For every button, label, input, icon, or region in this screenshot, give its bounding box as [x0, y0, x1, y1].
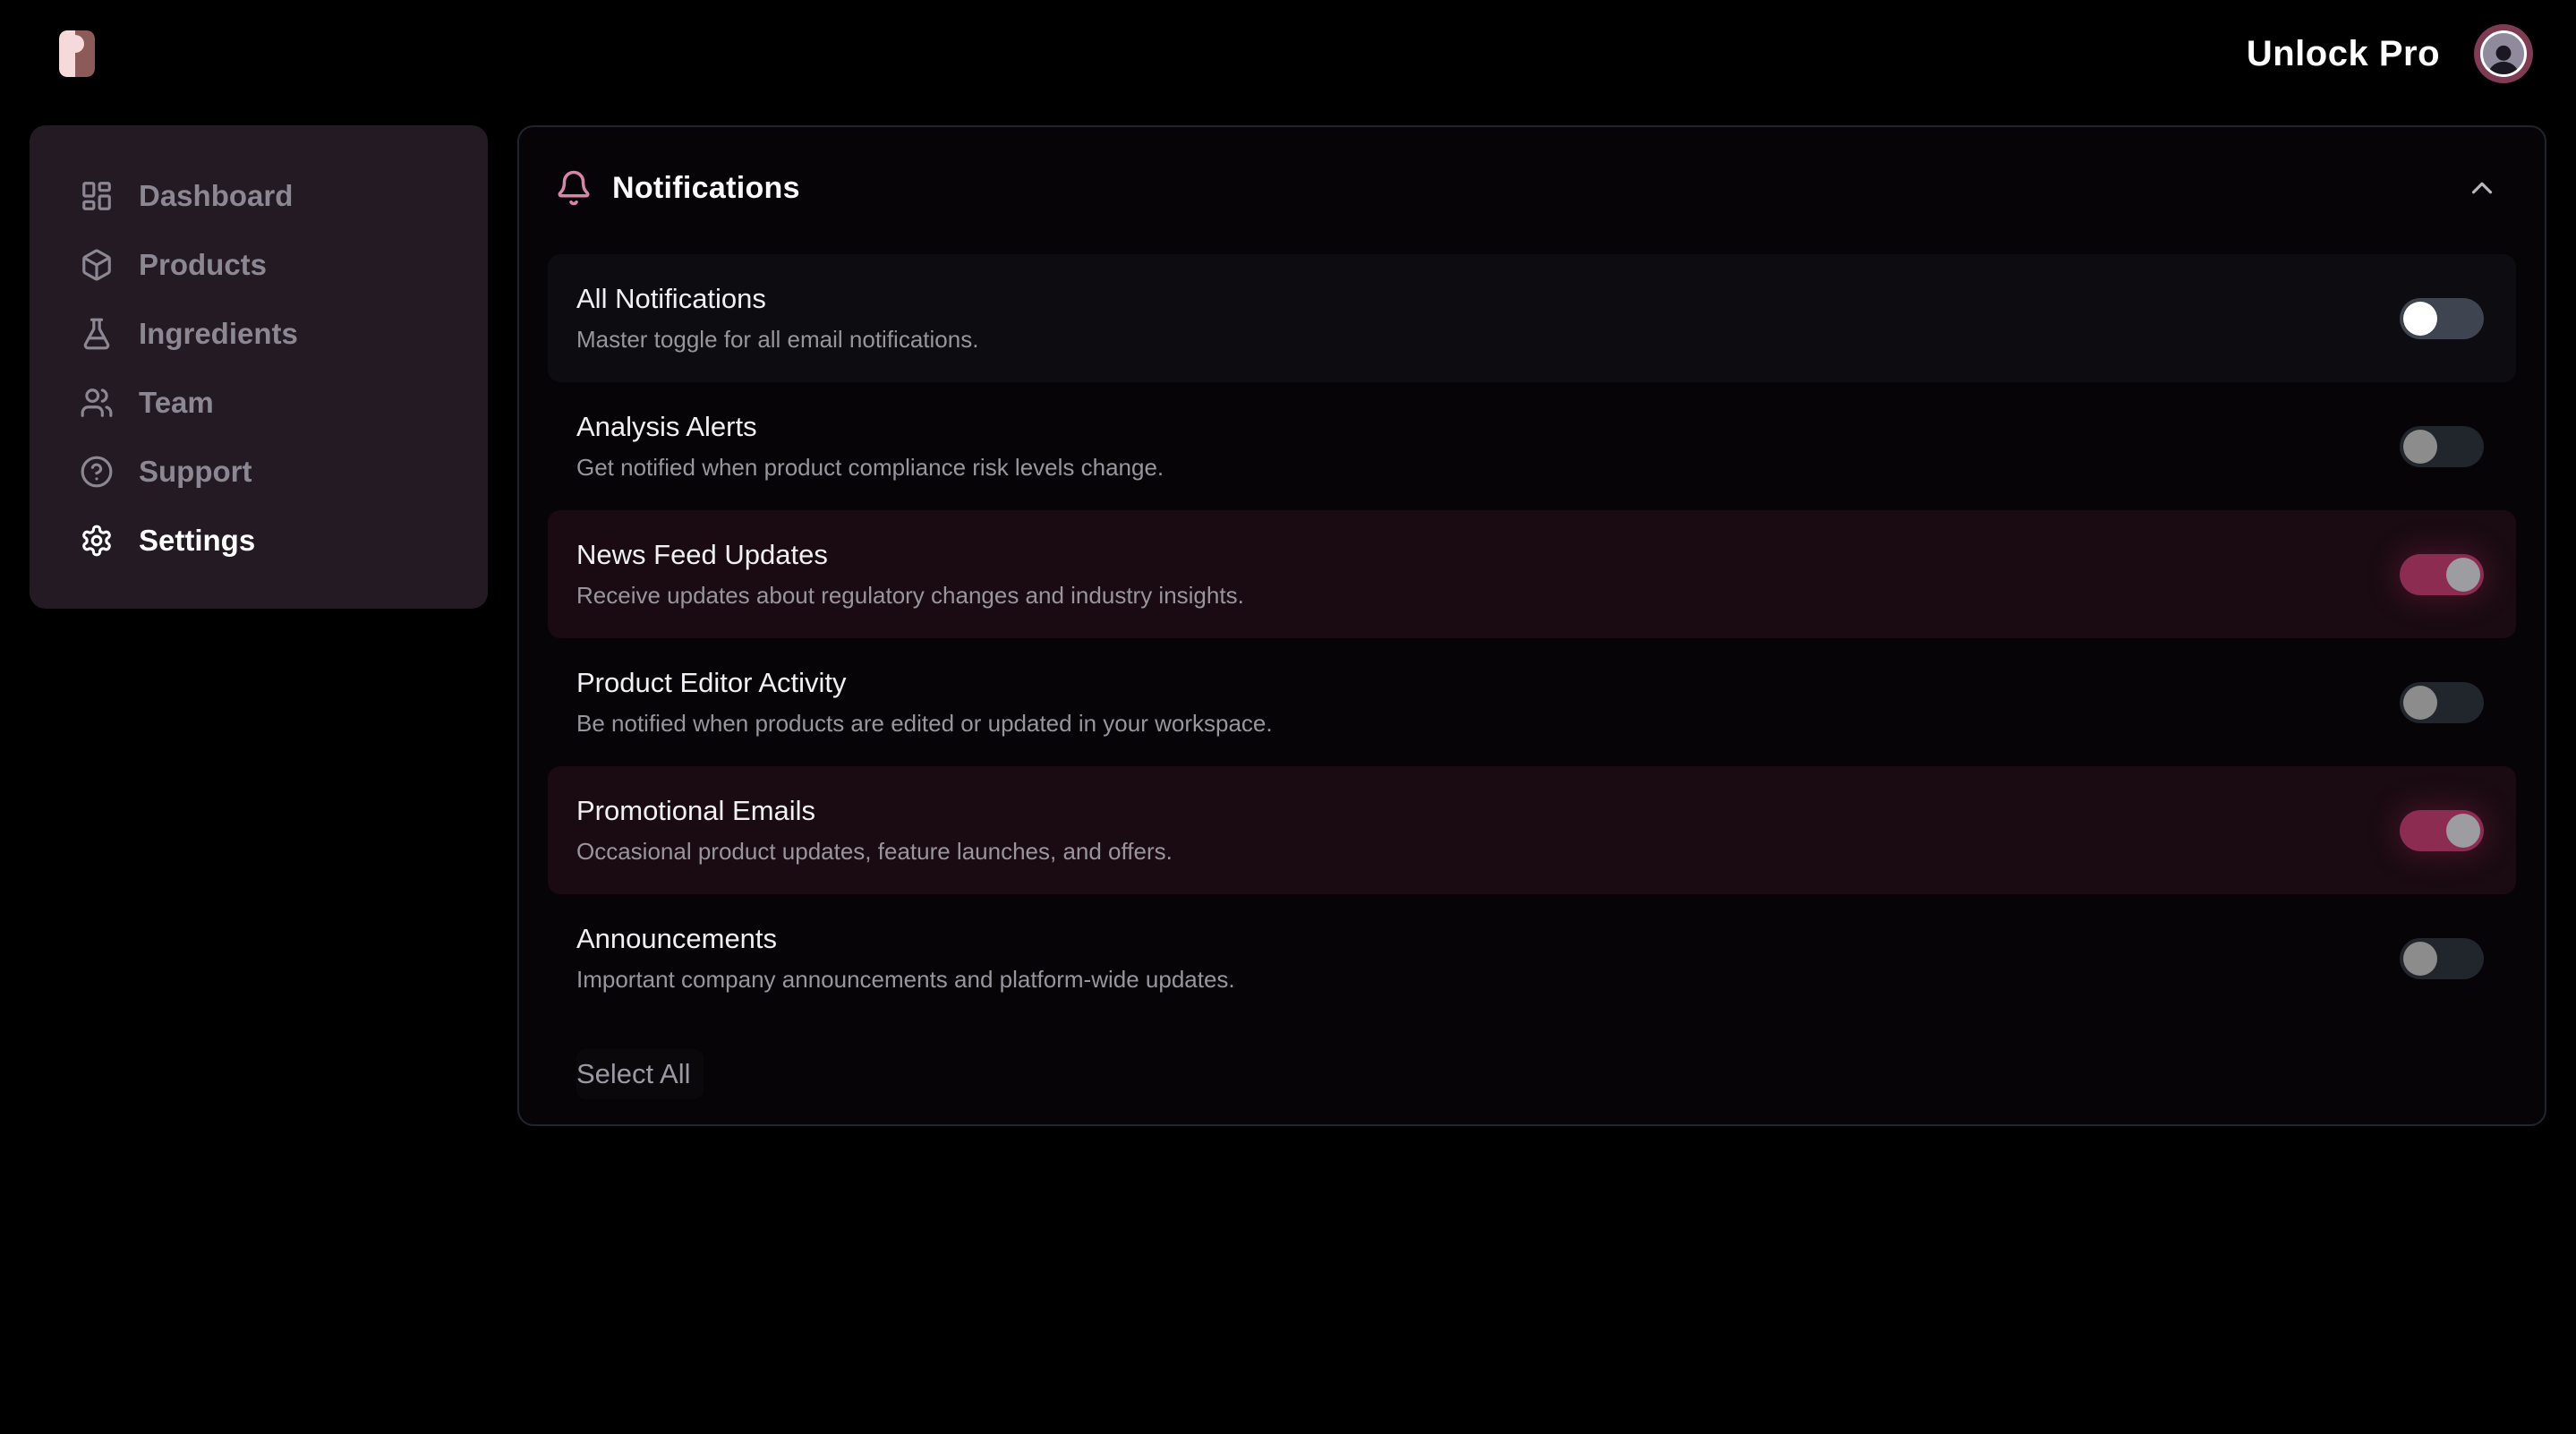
row-texts [576, 923, 1235, 994]
sidebar-item-products[interactable] [30, 230, 488, 299]
gear-icon [80, 524, 114, 558]
sidebar-item-label: Ingredients [139, 316, 298, 350]
user-avatar[interactable] [2474, 24, 2533, 83]
row-title: News Feed Updates [576, 539, 828, 570]
sidebar [30, 125, 488, 609]
row-product-editor-activity [548, 638, 2516, 766]
panel-title: Notifications [612, 170, 800, 205]
unlock-pro-button[interactable]: Unlock Pro [2246, 33, 2440, 73]
row-title: Promotional Emails [576, 795, 816, 826]
topbar-right-group [2247, 24, 2533, 83]
sidebar-item-team[interactable] [30, 368, 488, 437]
avatar-person-icon [2480, 30, 2527, 77]
row-description: Important company announcements and platform-wide updates. [576, 966, 1235, 993]
all-notifications-toggle[interactable] [2400, 298, 2484, 339]
row-title: Announcements [576, 923, 778, 954]
row-analysis-alerts [548, 382, 2516, 510]
row-promotional-emails [548, 766, 2516, 894]
select-all-button[interactable]: Select All [576, 1049, 704, 1099]
row-description: Get notified when product compliance risk levels change. [576, 454, 1164, 481]
sidebar-item-ingredients[interactable] [30, 299, 488, 368]
sidebar-item-label: Dashboard [139, 178, 294, 212]
row-description: Be notified when products are edited or updated in your workspace. [576, 710, 1273, 737]
row-all-notifications [548, 254, 2516, 382]
row-texts [576, 411, 1164, 482]
dashboard-icon [80, 179, 114, 213]
sidebar-item-support[interactable] [30, 437, 488, 506]
product-editor-activity-toggle[interactable] [2400, 682, 2484, 723]
row-description: Occasional product updates, feature launches, and offers. [576, 838, 1173, 865]
collapse-section-button[interactable] [2457, 163, 2507, 213]
news-feed-updates-toggle[interactable] [2400, 554, 2484, 595]
chevron-up-icon [2465, 171, 2499, 205]
sidebar-item-label: Team [139, 385, 214, 419]
row-title: Analysis Alerts [576, 411, 757, 442]
bell-icon [555, 169, 593, 207]
sidebar-item-label: Settings [139, 523, 256, 557]
sidebar-item-label: Products [139, 247, 268, 281]
toggle-knob [2403, 430, 2437, 464]
row-news-feed-updates [548, 510, 2516, 638]
row-texts [576, 283, 978, 354]
sidebar-item-settings[interactable] [30, 506, 488, 575]
toggle-knob [2446, 814, 2480, 848]
notifications-panel-header [548, 150, 2516, 235]
row-description: Receive updates about regulatory changes and industry insights. [576, 582, 1244, 609]
toggle-knob [2403, 942, 2437, 976]
toggle-knob [2446, 558, 2480, 592]
row-texts [576, 539, 1244, 610]
users-icon [80, 386, 114, 420]
analysis-alerts-toggle[interactable] [2400, 426, 2484, 467]
announcements-toggle[interactable] [2400, 938, 2484, 979]
row-announcements [548, 894, 2516, 1022]
row-title: Product Editor Activity [576, 667, 847, 698]
flask-icon [80, 317, 114, 351]
help-circle-icon [80, 455, 114, 489]
promotional-emails-toggle[interactable] [2400, 810, 2484, 851]
app-logo-icon[interactable] [59, 30, 95, 77]
notifications-panel [517, 125, 2546, 1126]
row-texts [576, 795, 1173, 866]
row-texts [576, 667, 1273, 738]
row-description: Master toggle for all email notifications. [576, 326, 979, 353]
toggle-knob [2403, 686, 2437, 720]
top-bar [0, 0, 2576, 107]
package-icon [80, 248, 114, 282]
row-title: All Notifications [576, 283, 766, 314]
notification-rows [548, 254, 2516, 1022]
sidebar-item-dashboard[interactable] [30, 161, 488, 230]
toggle-knob [2403, 302, 2437, 336]
sidebar-item-label: Support [139, 454, 252, 488]
